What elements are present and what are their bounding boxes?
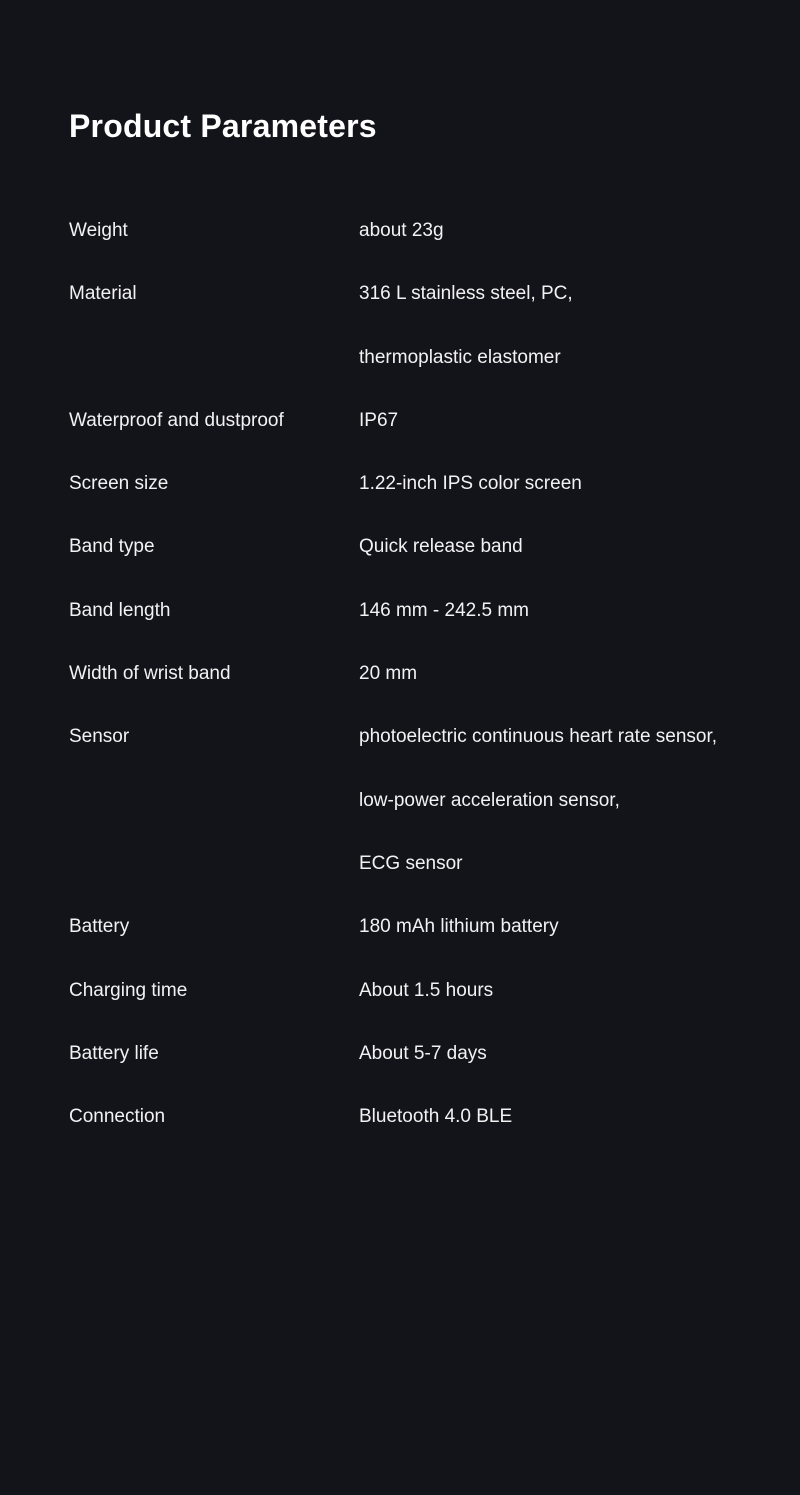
param-label: Band type — [69, 536, 155, 558]
param-label: Material — [69, 283, 137, 305]
param-label: Weight — [69, 220, 128, 241]
param-row-battery-life — [69, 1022, 769, 1085]
param-value-line: 316 L stainless steel, PC, — [359, 283, 573, 305]
param-value — [359, 579, 769, 642]
param-row-screen-size — [69, 452, 769, 515]
param-label: Screen size — [69, 473, 169, 495]
param-label: Sensor — [69, 726, 130, 748]
param-value — [359, 515, 769, 578]
param-value-line: thermoplastic elastomer — [359, 346, 561, 368]
param-row-sensor — [69, 705, 769, 895]
param-row-material — [69, 262, 769, 389]
param-row-charging-time — [69, 959, 769, 1022]
param-label: Battery life — [69, 1042, 159, 1064]
param-row-connection — [69, 1085, 769, 1148]
param-value — [359, 452, 769, 515]
param-value — [359, 262, 769, 389]
page-title: Product Parameters — [69, 108, 377, 144]
param-value-line: IP67 — [359, 409, 399, 431]
param-value-line: 20 mm — [359, 663, 418, 685]
param-label: Waterproof and dustproof — [69, 409, 284, 431]
param-row-band-length — [69, 579, 769, 642]
param-value-line: low-power acceleration sensor, — [359, 789, 620, 811]
param-value — [359, 705, 769, 895]
param-value-line: Quick release band — [359, 536, 523, 558]
param-value — [359, 642, 769, 705]
param-row-band-type — [69, 515, 769, 578]
param-label: Charging time — [69, 979, 188, 1001]
param-value-line: 146 mm - 242.5 mm — [359, 599, 529, 621]
param-value-line: photoelectric continuous heart rate sensor, — [359, 726, 718, 748]
param-label: Connection — [69, 1106, 166, 1128]
param-value-line: About 1.5 hours — [359, 979, 494, 1001]
param-value — [359, 1085, 769, 1148]
param-row-weight — [69, 199, 769, 262]
param-value-line: about 23g — [359, 220, 444, 241]
param-row-battery — [69, 895, 769, 958]
param-value — [359, 389, 769, 452]
param-value — [359, 199, 769, 262]
param-value-line: Bluetooth 4.0 BLE — [359, 1106, 513, 1128]
param-row-wrist-band-width — [69, 642, 769, 705]
param-label: Band length — [69, 599, 171, 621]
param-value — [359, 1022, 769, 1085]
param-value-line: ECG sensor — [359, 852, 463, 874]
param-value — [359, 895, 769, 958]
param-value-line: 180 mAh lithium battery — [359, 916, 559, 938]
param-value-line: About 5-7 days — [359, 1042, 487, 1064]
param-label: Battery — [69, 916, 130, 938]
param-value-line: 1.22-inch IPS color screen — [359, 473, 582, 495]
param-label: Width of wrist band — [69, 663, 231, 685]
param-row-waterproof — [69, 389, 769, 452]
param-value — [359, 959, 769, 1022]
parameters-table — [69, 199, 769, 1148]
